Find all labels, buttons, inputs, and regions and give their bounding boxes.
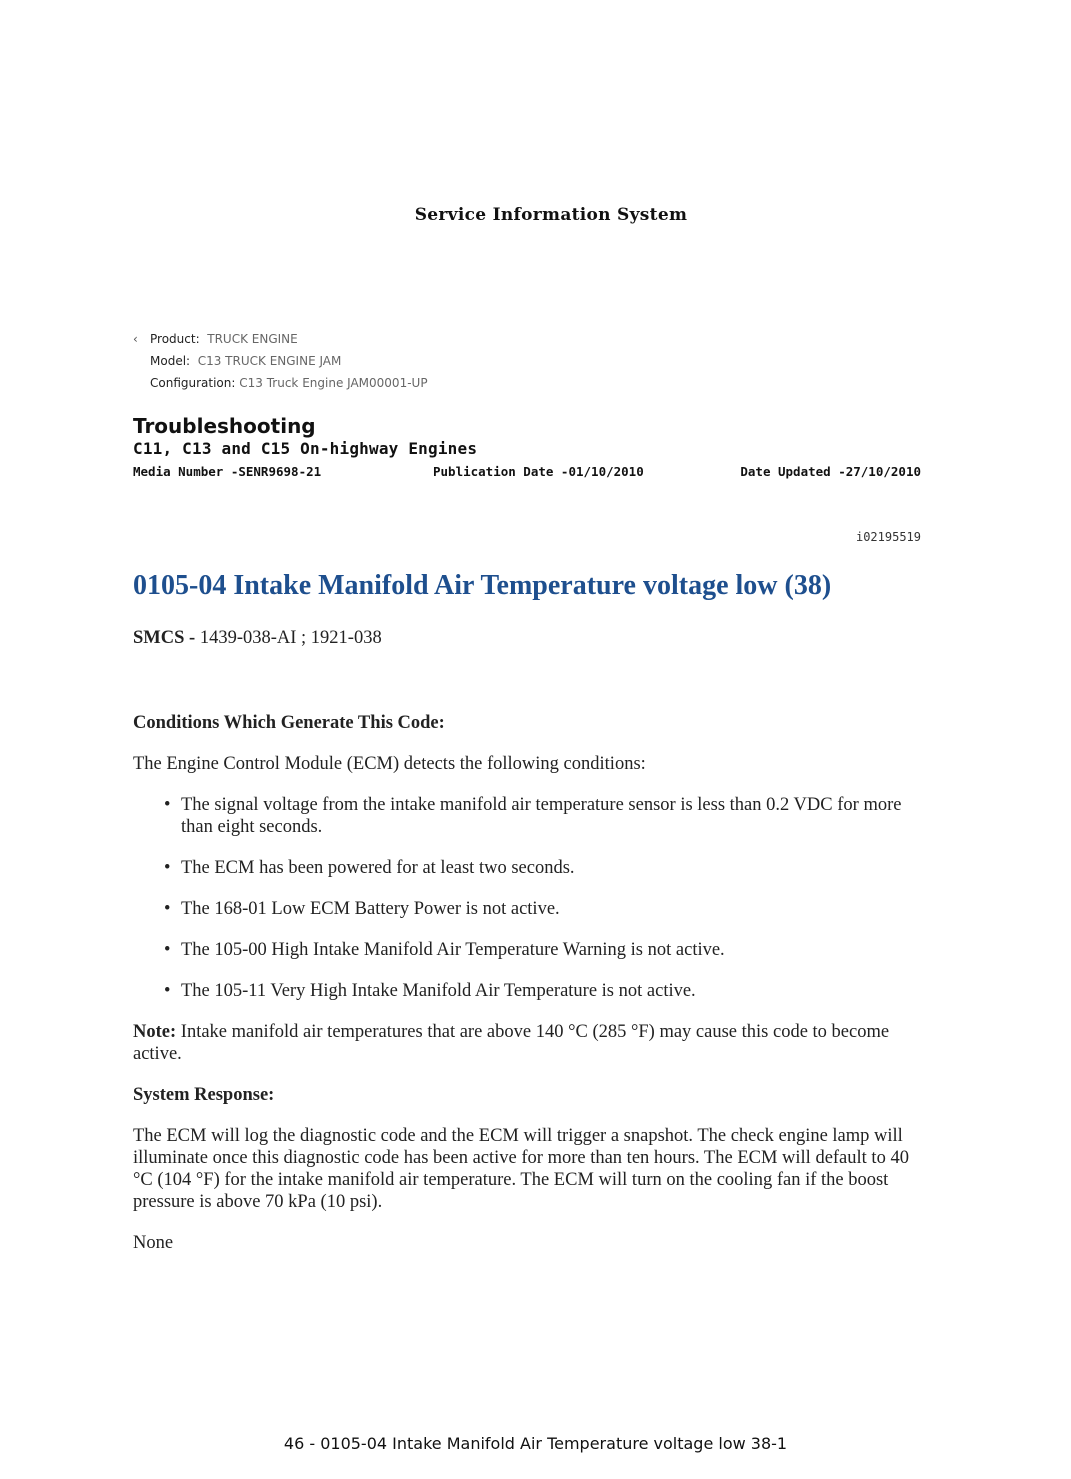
- configuration-label: Configuration:: [150, 376, 236, 390]
- system-title: Service Information System: [414, 205, 688, 225]
- product-row: [133, 328, 428, 350]
- engine-subtitle: C11, C13 and C15 On-highway Engines: [133, 439, 478, 458]
- model-value: C13 TRUCK ENGINE JAM: [197, 354, 342, 368]
- configuration-row: [133, 372, 428, 394]
- document-id: i02195519: [855, 530, 921, 544]
- note-paragraph: [133, 1021, 923, 1065]
- list-item: [133, 980, 923, 1002]
- response-text: The ECM will log the diagnostic code and the ECM will trigger a snapshot. The check engine lamp will illuminate once this diagnostic code has been active for more than ten hours. The ECM will default to 40 °C (104 °F) for the intake manifold air temperature. The ECM will turn on the cooling fan if the boost pressure is above 70 kPa (10 psi).: [133, 1126, 909, 1212]
- note-label: Note:: [133, 1022, 177, 1042]
- list-item: [133, 898, 923, 920]
- conditions-list: [133, 794, 923, 1002]
- product-meta: [133, 328, 428, 394]
- list-item: [133, 857, 923, 879]
- list-item-text: The 105-00 High Intake Manifold Air Temperature Warning is not active.: [181, 940, 725, 960]
- response-heading: System Response:: [133, 1085, 275, 1105]
- page-footer: 46 - 0105-04 Intake Manifold Air Temperature voltage low 38-1: [283, 1434, 788, 1453]
- list-item-text: The 105-11 Very High Intake Manifold Air Temperature is not active.: [181, 981, 696, 1001]
- bullet-icon: •: [164, 981, 171, 1001]
- conditions-heading: Conditions Which Generate This Code:: [133, 713, 445, 733]
- smcs-value: 1439-038-AI ; 1921-038: [199, 628, 382, 648]
- media-number: Media Number -SENR9698-21: [133, 464, 322, 479]
- smcs-label: SMCS -: [133, 628, 200, 648]
- product-label: Product:: [150, 332, 200, 346]
- page-title: 0105-04 Intake Manifold Air Temperature voltage low (38): [133, 570, 832, 601]
- bullet-icon: •: [164, 940, 171, 960]
- publication-date: Publication Date -01/10/2010: [433, 464, 644, 479]
- product-value: TRUCK ENGINE: [207, 332, 298, 346]
- bullet-icon: •: [164, 858, 171, 878]
- bullet-icon: •: [164, 795, 171, 815]
- bullet-icon: •: [164, 899, 171, 919]
- chevron-left-icon[interactable]: ‹: [133, 332, 138, 346]
- publication-info: [133, 464, 921, 482]
- list-item-text: The signal voltage from the intake manifold air temperature sensor is less than 0.2 VDC for more than eight seconds.: [181, 795, 902, 837]
- list-item-text: The ECM has been powered for at least two seconds.: [181, 858, 575, 878]
- list-item: [133, 794, 923, 838]
- list-item-text: The 168-01 Low ECM Battery Power is not active.: [181, 899, 560, 919]
- date-updated: Date Updated -27/10/2010: [740, 464, 921, 479]
- list-item: [133, 939, 923, 961]
- smcs-codes: [133, 628, 382, 649]
- model-label: Model:: [150, 354, 191, 368]
- model-row: [133, 350, 428, 372]
- configuration-value: C13 Truck Engine JAM00001-UP: [239, 376, 428, 390]
- none-text: None: [133, 1233, 174, 1253]
- category-title: Troubleshooting: [133, 414, 316, 438]
- document-body: [133, 712, 923, 1273]
- conditions-intro: The Engine Control Module (ECM) detects the following conditions:: [133, 754, 646, 774]
- note-text: Intake manifold air temperatures that are above 140 °C (285 °F) may cause this code to become active.: [133, 1022, 890, 1064]
